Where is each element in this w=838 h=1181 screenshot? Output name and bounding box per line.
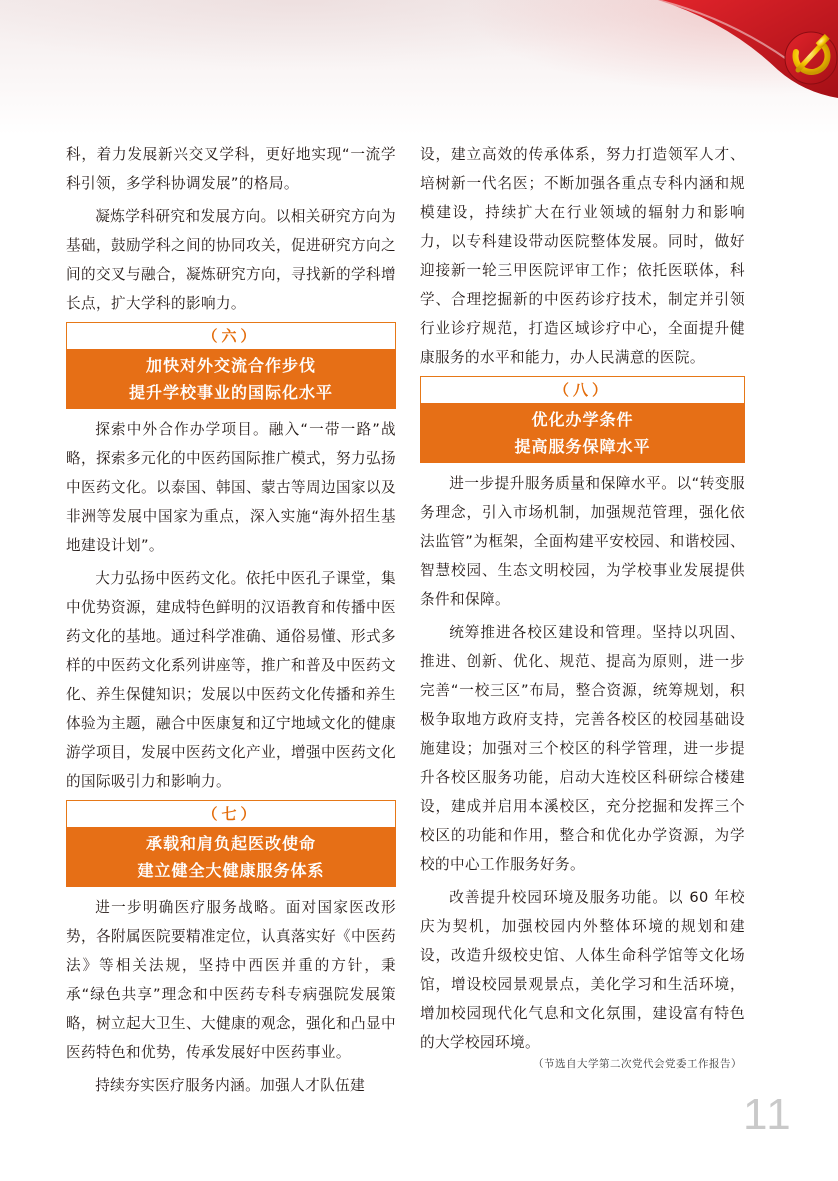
section-8-number: （八）: [420, 376, 745, 403]
section-6-paragraph-1: 探索中外合作办学项目。融入“一带一路”战略，探索多元化的中医药国际推广模式，努力弘扬中医药文化。以泰国、韩国、蒙古等周边国家以及非洲等发展中国家为重点，深入实施“海外招生基地建设计划”。: [66, 421, 396, 554]
section-8-heading: [420, 376, 745, 463]
section-6-title-line1: 加快对外交流合作步伐: [145, 356, 316, 375]
section-6-number: （六）: [66, 322, 396, 349]
intro-paragraph-1: 科，着力发展新兴交叉学科，更好地实现“一流学科引领，多学科协调发展”的格局。: [66, 146, 396, 192]
section-7-paragraph-2: 持续夯实医疗服务内涵。加强人才队伍建: [95, 1077, 366, 1094]
section-7-number: （七）: [66, 800, 396, 827]
party-flag-icon: [638, 0, 838, 100]
section-7-title-line1: 承载和肩负起医改使命: [145, 834, 316, 853]
section-7-title-band: [66, 827, 396, 887]
section-6-title-band: [66, 349, 396, 409]
section-8-title-line1: 优化办学条件: [531, 410, 634, 429]
source-note: （节选自大学第二次党代会党委工作报告）: [533, 1058, 742, 1070]
section-8-title-band: [420, 403, 745, 463]
section-7-paragraph-1: 进一步明确医疗服务战略。面对国家医改形势，各附属医院要精准定位，认真落实好《中医药法》等相关法规，坚持中西医并重的方针，秉承“绿色共享”理念和中医药专科专病强院发展策略，树立起大卫生、大健康的观念，强化和凸显中医药特色和优势，传承发展好中医药事业。: [66, 899, 396, 1061]
left-column: [66, 140, 396, 1104]
section-8-paragraph-2: 统筹推进各校区建设和管理。坚持以巩固、推进、创新、优化、规范、提高为原则，进一步完善“一校三区”布局，整合资源，统筹规划，积极争取地方政府支持，完善各校区的校园基础设施建设；加强对三个校区的科学管理，进一步提升各校区服务功能，启动大连校区科研综合楼建设，建成并启用本溪校区，充分挖掘和发挥三个校区的功能和作用，整合和优化办学资源，为学校的中心工作服务好务。: [420, 624, 745, 873]
section-6-paragraph-2: 大力弘扬中医药文化。依托中医孔子课堂，集中优势资源，建成特色鲜明的汉语教育和传播中医药文化的基地。通过科学准确、通俗易懂、形式多样的中医药文化系列讲座等，推广和普及中医药文化、养生保健知识；发展以中医药文化传播和养生体验为主题，融合中医康复和辽宁地域文化的健康游学项目，发展中医药文化产业，增强中医药文化的国际吸引力和影响力。: [66, 570, 396, 790]
section-6-title-line2: 提升学校事业的国际化水平: [128, 383, 333, 402]
intro-paragraph-2: 凝炼学科研究和发展方向。以相关研究方向为基础，鼓励学科之间的协同攻关，促进研究方向之间的交叉与融合，凝炼研究方向，寻找新的学科增长点，扩大学科的影响力。: [66, 208, 396, 312]
section-8-paragraph-3: 改善提升校园环境及服务功能。以 60 年校庆为契机，加强校园内外整体环境的规划和建设，改造升级校史馆、人体生命科学馆等文化场馆，增设校园景观景点，美化学习和生活环境，增加校园现代化气息和文化氛围，建设富有特色的大学校园环境。: [420, 889, 745, 1051]
section-8-title-line2: 提高服务保障水平: [514, 437, 651, 456]
section-7-heading: [66, 800, 396, 887]
right-column: [420, 140, 745, 1061]
continuation-paragraph: 设，建立高效的传承体系，努力打造领军人才、培树新一代名医；不断加强各重点专科内涵和规模建设，持续扩大在行业领域的辐射力和影响力，以专科建设带动医院整体发展。同时，做好迎接新一轮三甲医院评审工作；依托医联体，科学、合理挖掘新的中医药诊疗技术，制定并引领行业诊疗规范，打造区域诊疗中心，全面提升健康服务的水平和能力，办人民满意的医院。: [420, 146, 745, 366]
section-6-heading: [66, 322, 396, 409]
section-7-title-line2: 建立健全大健康服务体系: [137, 861, 325, 880]
section-8-paragraph-1: 进一步提升服务质量和保障水平。以“转变服务理念，引入市场机制，加强规范管理，强化依法监管”为框架，全面构建平安校园、和谐校园、智慧校园、生态文明校园，为学校事业发展提供条件和保障。: [420, 475, 745, 608]
page-number: 11: [743, 1090, 793, 1139]
